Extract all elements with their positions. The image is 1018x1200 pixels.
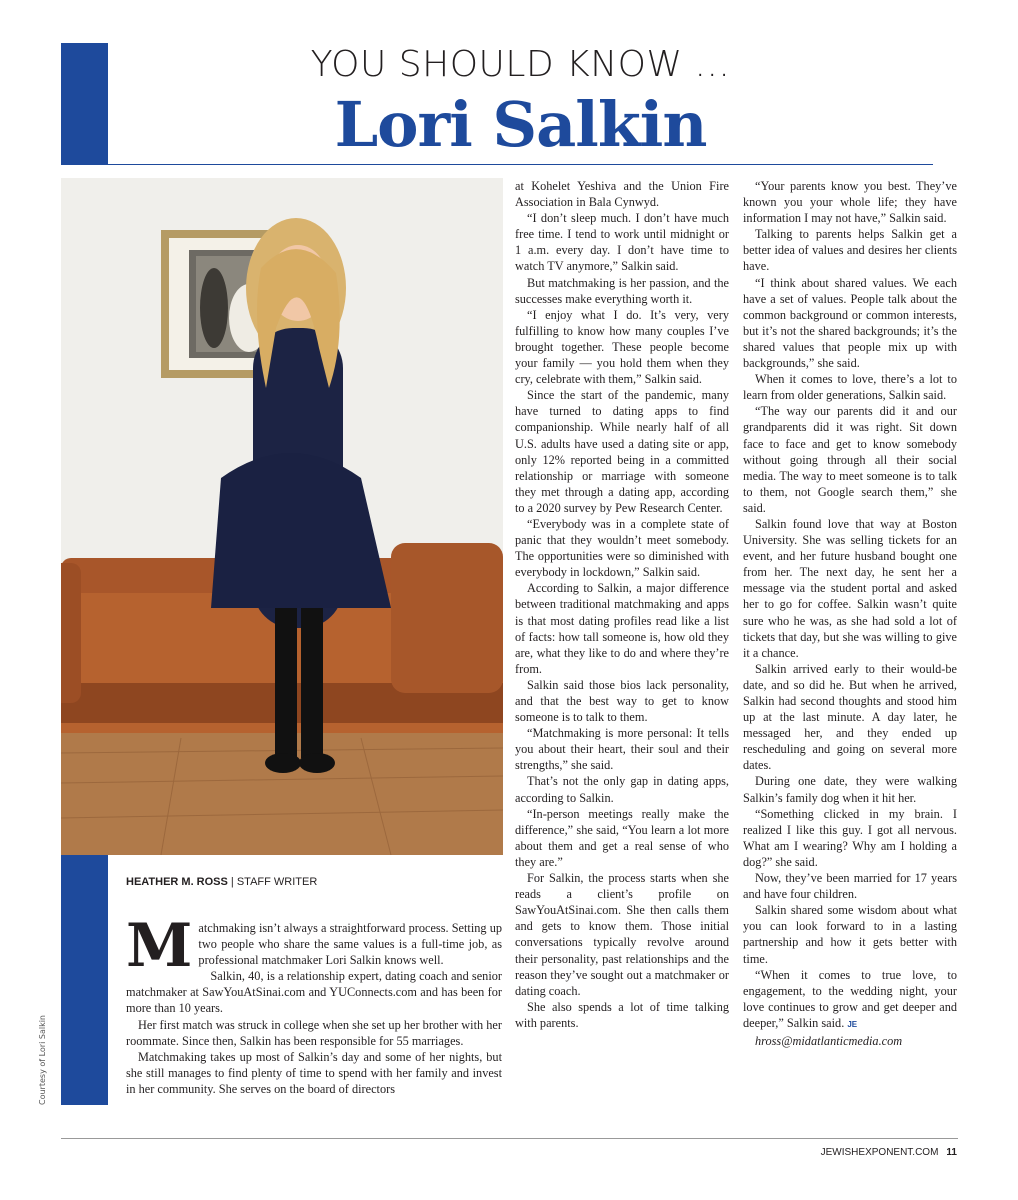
article-column-2: [515, 178, 729, 1031]
paragraph: “The way our parents did it and our grandparents did it was right. Sit down face to face and get to know somebody without going through all their social media. The way to meet someone is to talk to them, not Google search them,” she said.: [743, 404, 957, 515]
accent-bar-bottom: [61, 855, 108, 1105]
byline: HEATHER M. ROSS | STAFF WRITER: [126, 876, 318, 888]
paragraph: Her first match was struck in college when she set up her brother with her roommate. Since then, Salkin has been responsible for 55 marriages.: [126, 1017, 502, 1048]
paragraph: at Kohelet Yeshiva and the Union Fire Association in Bala Cynwyd.: [515, 179, 729, 210]
paragraph: Salkin, 40, is a relationship expert, dating coach and senior matchmaker at SawYouAtSinai.com and YUConnects.com and has been for more than 10 years.: [126, 969, 502, 1016]
paragraph: Salkin shared some wisdom about what you can look forward to in a lasting partnership and how it gets better with time.: [743, 903, 957, 966]
paragraph: For Salkin, the process starts when she reads a client’s profile on SawYouAtSinai.com. She then calls them and gets to know them. Those initial conversations typically revolve around their personality, past relationships and the reason they’ve sought out a matchmaker or dating coach.: [515, 871, 729, 998]
paragraph: Salkin found love that way at Boston University. She was selling tickets for an event, and her future husband bought one from her. The next day, he sent her a message via the student portal and asked her to go for coffee. Salkin wasn’t quite sure who he was, as she had sold a lot of tickets that day, but she was willing to give it a chance.: [743, 516, 957, 660]
paragraph: Talking to parents helps Salkin get a better idea of values and desires her clients have.: [743, 227, 957, 274]
author-email[interactable]: hross@midatlanticmedia.com: [755, 1033, 903, 1048]
author-name: HEATHER M. ROSS: [126, 876, 228, 888]
drop-cap: M: [126, 911, 193, 981]
paragraph: According to Salkin, a major difference between traditional matchmaking and apps is that most dating profiles read like a list of facts: how tall someone is, how old they are, what they like to do and where they’re from.: [515, 581, 729, 676]
author-role: STAFF WRITER: [236, 876, 318, 888]
paragraph: Matchmaking isn’t always a straightforward process. Setting up two people who share the same values is a full-time job, as professional matchmaker Lori Salkin knows well.: [126, 911, 502, 981]
paragraph: When it comes to love, there’s a lot to learn from older generations, Salkin said.: [743, 372, 957, 403]
footer-site[interactable]: JEWISHEXPONENT.COM: [820, 1147, 939, 1158]
paragraph: “Everybody was in a complete state of panic that they wouldn’t meet somebody. The opportunities were so diminished with everybody in lockdown,” Salkin said.: [515, 516, 729, 580]
paragraph: “I don’t sleep much. I don’t have much free time. I tend to work until midnight or 1 a.m. every day. I don’t have time to watch TV anymore,” Salkin said.: [515, 211, 729, 274]
end-mark: JE: [847, 1019, 858, 1029]
page-footer: [821, 1147, 957, 1158]
paragraph: Matchmaking takes up most of Salkin’s day and some of her nights, but she still manages to find plenty of time to spend with her family and invest in her community. She serves on the board of directors: [126, 1049, 502, 1096]
paragraph: Salkin said those bios lack personality, and that the best way to get to know someone is to talk to them.: [515, 677, 729, 725]
paragraph: That’s not the only gap in dating apps, according to Salkin.: [515, 774, 729, 805]
photo-credit: Courtesy of Lori Salkin: [38, 1015, 47, 1105]
paragraph: She also spends a lot of time talking with parents.: [515, 999, 729, 1030]
paragraph: “Something clicked in my brain. I realized I like this guy. I got all nervous. What am I wearing? Why am I holding a dog?” she said.: [743, 806, 957, 869]
paragraph: “When it comes to true love, to engagement, to the wedding night, your love continues to grow and get deeper and deeper,” Salkin said. JE: [743, 967, 957, 1030]
headline: Lori Salkin: [334, 88, 707, 161]
paragraph: “Your parents know you best. They’ve known you your whole life; they have information I may not have,” Salkin said.: [743, 179, 957, 226]
paragraph: “Matchmaking is more personal: It tells you about their heart, their soul and their strengths,” she said.: [515, 726, 729, 773]
header-rule: [108, 164, 933, 165]
paragraph: “I enjoy what I do. It’s very, very fulfilling to know how many couples I’ve brought together. These people become your family — you hold them when they cry, celebrate with them,” Salkin said.: [515, 307, 729, 387]
paragraph: But matchmaking is her passion, and the successes make everything worth it.: [515, 275, 729, 306]
paragraph: Now, they’ve been married for 17 years and have four children.: [743, 871, 957, 902]
accent-bar-top: [61, 43, 108, 165]
section-kicker: YOU SHOULD KNOW ...: [310, 44, 731, 85]
article-column-1: [126, 911, 502, 1097]
portrait-photo: [61, 178, 503, 855]
footer-rule: [61, 1138, 958, 1139]
paragraph: “In-person meetings really make the difference,” she said, “You learn a lot more about them and get a real sense of who they are.”: [515, 806, 729, 869]
paragraph: During one date, they were walking Salkin’s family dog when it hit her.: [743, 774, 957, 805]
page-number: 11: [946, 1147, 957, 1158]
paragraph: Since the start of the pandemic, many have turned to dating apps to find companionship. While nearly half of all U.S. adults have used a dating site or app, only 12% reported being in a committed relationship or marriage with someone they met through a dating app, according to a 2020 survey by Pew Research Center.: [515, 388, 729, 515]
article-column-3: [743, 178, 957, 1049]
paragraph: “I think about shared values. We each have a set of values. People talk about the common background or common interests, but it’s not the shared backgrounds; it’s the shared values that people mix up with backgrounds,” she said.: [743, 275, 957, 371]
paragraph: Salkin arrived early to their would-be date, and so did he. But when he arrived, Salkin had second thoughts and stood him up at the last minute. A day later, he messaged her, and they ended up rescheduling and going on several more dates.: [743, 661, 957, 773]
